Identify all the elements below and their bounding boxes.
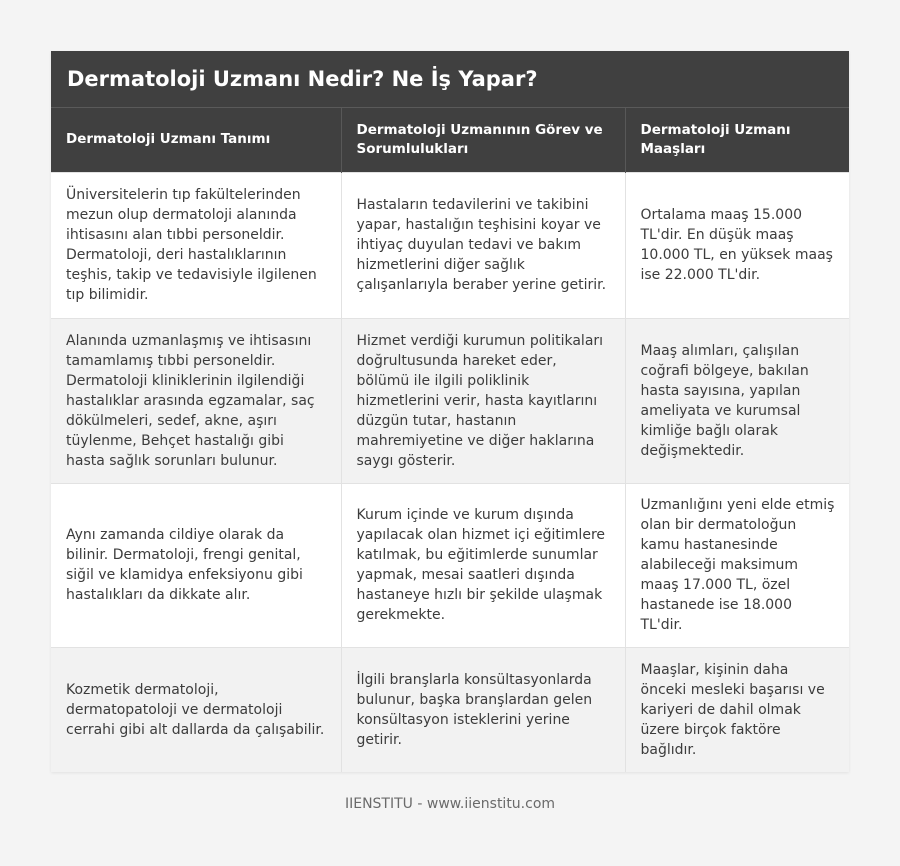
table-row <box>51 647 849 772</box>
cell-salary: Ortalama maaş 15.000 TL'dir. En düşük maaş 10.000 TL, en yüksek maaş ise 22.000 TL'dir. <box>625 172 849 318</box>
cell-definition: Alanında uzmanlaşmış ve ihtisasını tamamlamış tıbbi personeldir. Dermatoloji kliniklerinin ilgilendiği hastalıklar arasında egzamalar, saç dökülmeleri, sedef, akne, aşırı tüylenme, Behçet hastalığı gibi hasta sağlık sorunları bulunur. <box>51 318 341 483</box>
cell-salary: Maaşlar, kişinin daha önceki mesleki başarısı ve kariyeri de dahil olmak üzere birçok faktöre bağlıdır. <box>625 647 849 772</box>
cell-definition: Üniversitelerin tıp fakültelerinden mezun olup dermatoloji alanında ihtisasını alan tıbbi personeldir. Dermatoloji, deri hastalıklarının teşhis, takip ve tedavisiyle ilgilenen tıp bilimidir. <box>51 172 341 318</box>
cell-definition: Aynı zamanda cildiye olarak da bilinir. Dermatoloji, frengi genital, siğil ve klamidya enfeksiyonu gibi hastalıkları da dikkate alır. <box>51 483 341 647</box>
cell-duties: Hastaların tedavilerini ve takibini yapar, hastalığın teşhisini koyar ve ihtiyaç duyulan tedavi ve bakım hizmetlerini diğer sağlık çalışanlarıyla beraber yerine getirir. <box>341 172 625 318</box>
cell-salary: Maaş alımları, çalışılan coğrafi bölgeye, bakılan hasta sayısına, yapılan ameliyata ve kurumsal kimliğe bağlı olarak değişmektedir. <box>625 318 849 483</box>
table-row <box>51 172 849 318</box>
column-header-duties: Dermatoloji Uzmanının Görev ve Sorumlulukları <box>341 108 625 172</box>
cell-duties: Kurum içinde ve kurum dışında yapılacak olan hizmet içi eğitimlere katılmak, bu eğitimlerde sunumlar yapmak, mesai saatleri dışında hastaneye hızlı bir şekilde ulaşmak gerekmekte. <box>341 483 625 647</box>
cell-duties: İlgili branşlarla konsültasyonlarda bulunur, başka branşlardan gelen konsültasyon isteklerini yerine getirir. <box>341 647 625 772</box>
table-row <box>51 483 849 647</box>
table-title: Dermatoloji Uzmanı Nedir? Ne İş Yapar? <box>51 51 849 108</box>
cell-duties: Hizmet verdiği kurumun politikaları doğrultusunda hareket eder, bölümü ile ilgili poliklinik hizmetlerini verir, hasta kayıtlarını düzgün tutar, hastanın mahremiyetine ve diğer haklarına saygı gösterir. <box>341 318 625 483</box>
cell-salary: Uzmanlığını yeni elde etmiş olan bir dermatoloğun kamu hastanesinde alabileceği maksimum maaş 17.000 TL, özel hastanede ise 18.000 TL'dir. <box>625 483 849 647</box>
column-header-salaries: Dermatoloji Uzmanı Maaşları <box>625 108 849 172</box>
info-table <box>51 108 849 772</box>
table-row <box>51 318 849 483</box>
footer-credit: IIENSTITU - www.iienstitu.com <box>344 796 556 812</box>
header-row <box>51 108 849 172</box>
cell-definition: Kozmetik dermatoloji, dermatopatoloji ve dermatoloji cerrahi gibi alt dallarda da çalışabilir. <box>51 647 341 772</box>
info-card <box>51 51 849 772</box>
column-header-definition: Dermatoloji Uzmanı Tanımı <box>51 108 341 172</box>
